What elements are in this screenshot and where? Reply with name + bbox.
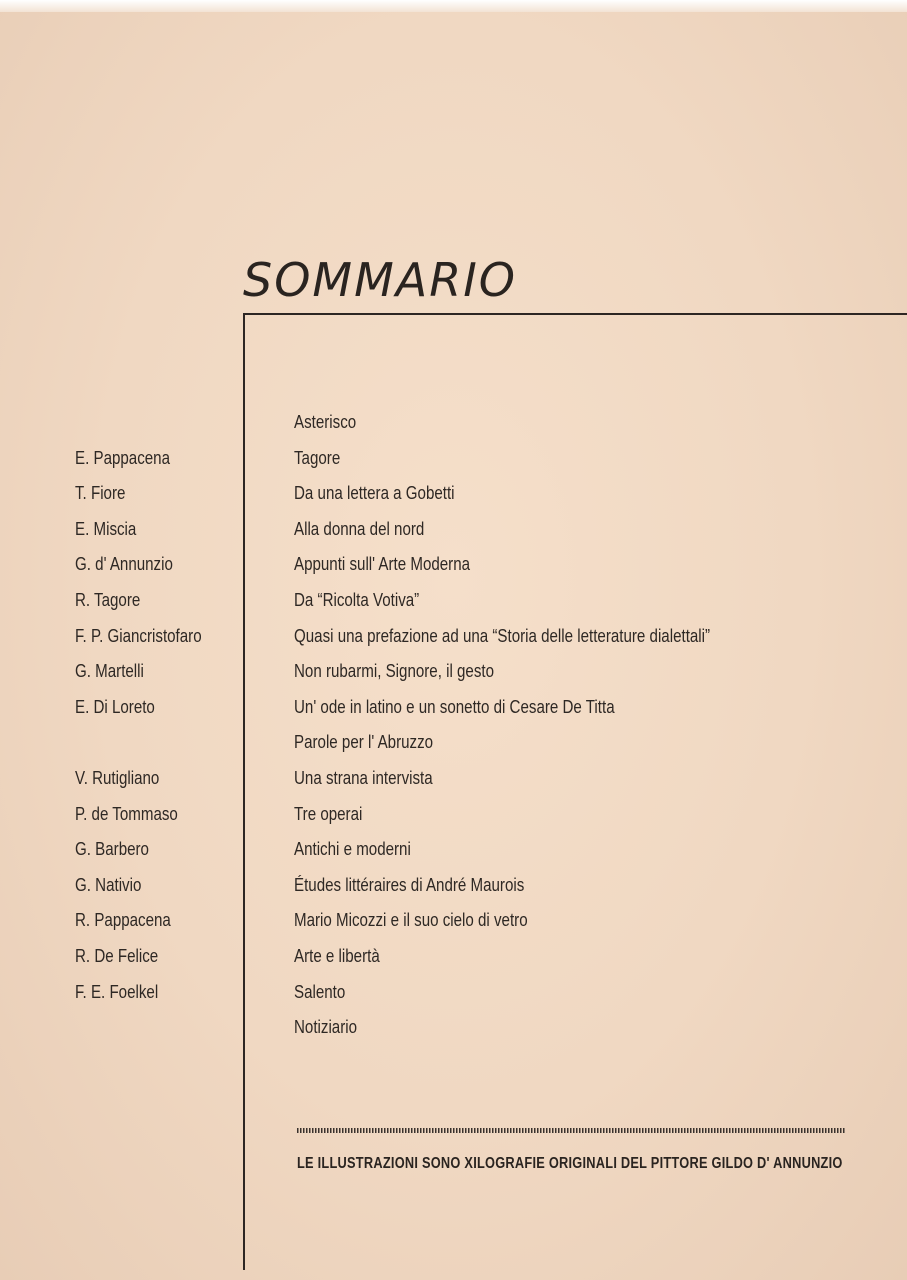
author-name: F. E. Foelkel (75, 981, 159, 1002)
author-name: P. de Tommaso (75, 803, 178, 824)
article-title: Appunti sull' Arte Moderna (294, 554, 471, 575)
author-column (75, 405, 202, 1046)
article-title: Una strana intervista (294, 767, 433, 788)
author-name: R. De Felice (75, 945, 159, 966)
author-name: R. Tagore (75, 589, 141, 610)
article-title-column (294, 405, 710, 1046)
author-name: T. Fiore (75, 483, 126, 504)
author-name: G. Barbero (75, 839, 149, 860)
article-title: Salento (294, 981, 346, 1002)
article-title: Antichi e moderni (294, 839, 411, 860)
author-name: G. Nativio (75, 874, 142, 895)
article-title: Da una lettera a Gobetti (294, 483, 455, 504)
author-name (75, 405, 202, 441)
author-name: G. d' Annunzio (75, 554, 173, 575)
article-title: Mario Micozzi e il suo cielo di vetro (294, 910, 528, 931)
article-title: Arte e libertà (294, 945, 380, 966)
article-title: Non rubarmi, Signore, il gesto (294, 661, 495, 682)
author-name: V. Rutigliano (75, 767, 160, 788)
horizontal-rule (243, 313, 907, 315)
author-name (75, 1010, 202, 1046)
page-edge (0, 0, 907, 12)
page-title: SOMMARIO (243, 253, 517, 307)
article-title: Parole per l' Abruzzo (294, 732, 434, 753)
author-name: E. Di Loreto (75, 696, 155, 717)
author-name: E. Miscia (75, 518, 137, 539)
author-name: F. P. Giancristofaro (75, 625, 202, 646)
author-name: E. Pappacena (75, 447, 170, 468)
vertical-rule (243, 313, 245, 1270)
author-name: G. Martelli (75, 661, 144, 682)
article-title: Quasi una prefazione ad una “Storia delle letterature dialettali” (294, 625, 711, 646)
article-title: Notiziario (294, 1017, 358, 1038)
article-title: Da “Ricolta Votiva” (294, 589, 420, 610)
author-name (75, 725, 202, 761)
article-title: Un' ode in latino e un sonetto di Cesare De Titta (294, 696, 615, 717)
author-name: R. Pappacena (75, 910, 171, 931)
illustration-credit: LE ILLUSTRAZIONI SONO XILOGRAFIE ORIGINALI DEL PITTORE GILDO D' ANNUNZIO (297, 1155, 843, 1172)
dotted-divider (297, 1128, 845, 1133)
article-title: Études littéraires di André Maurois (294, 874, 525, 895)
article-title: Alla donna del nord (294, 518, 425, 539)
article-title: Asterisco (294, 412, 357, 432)
article-title: Tagore (294, 447, 341, 468)
article-title: Tre operai (294, 803, 363, 824)
